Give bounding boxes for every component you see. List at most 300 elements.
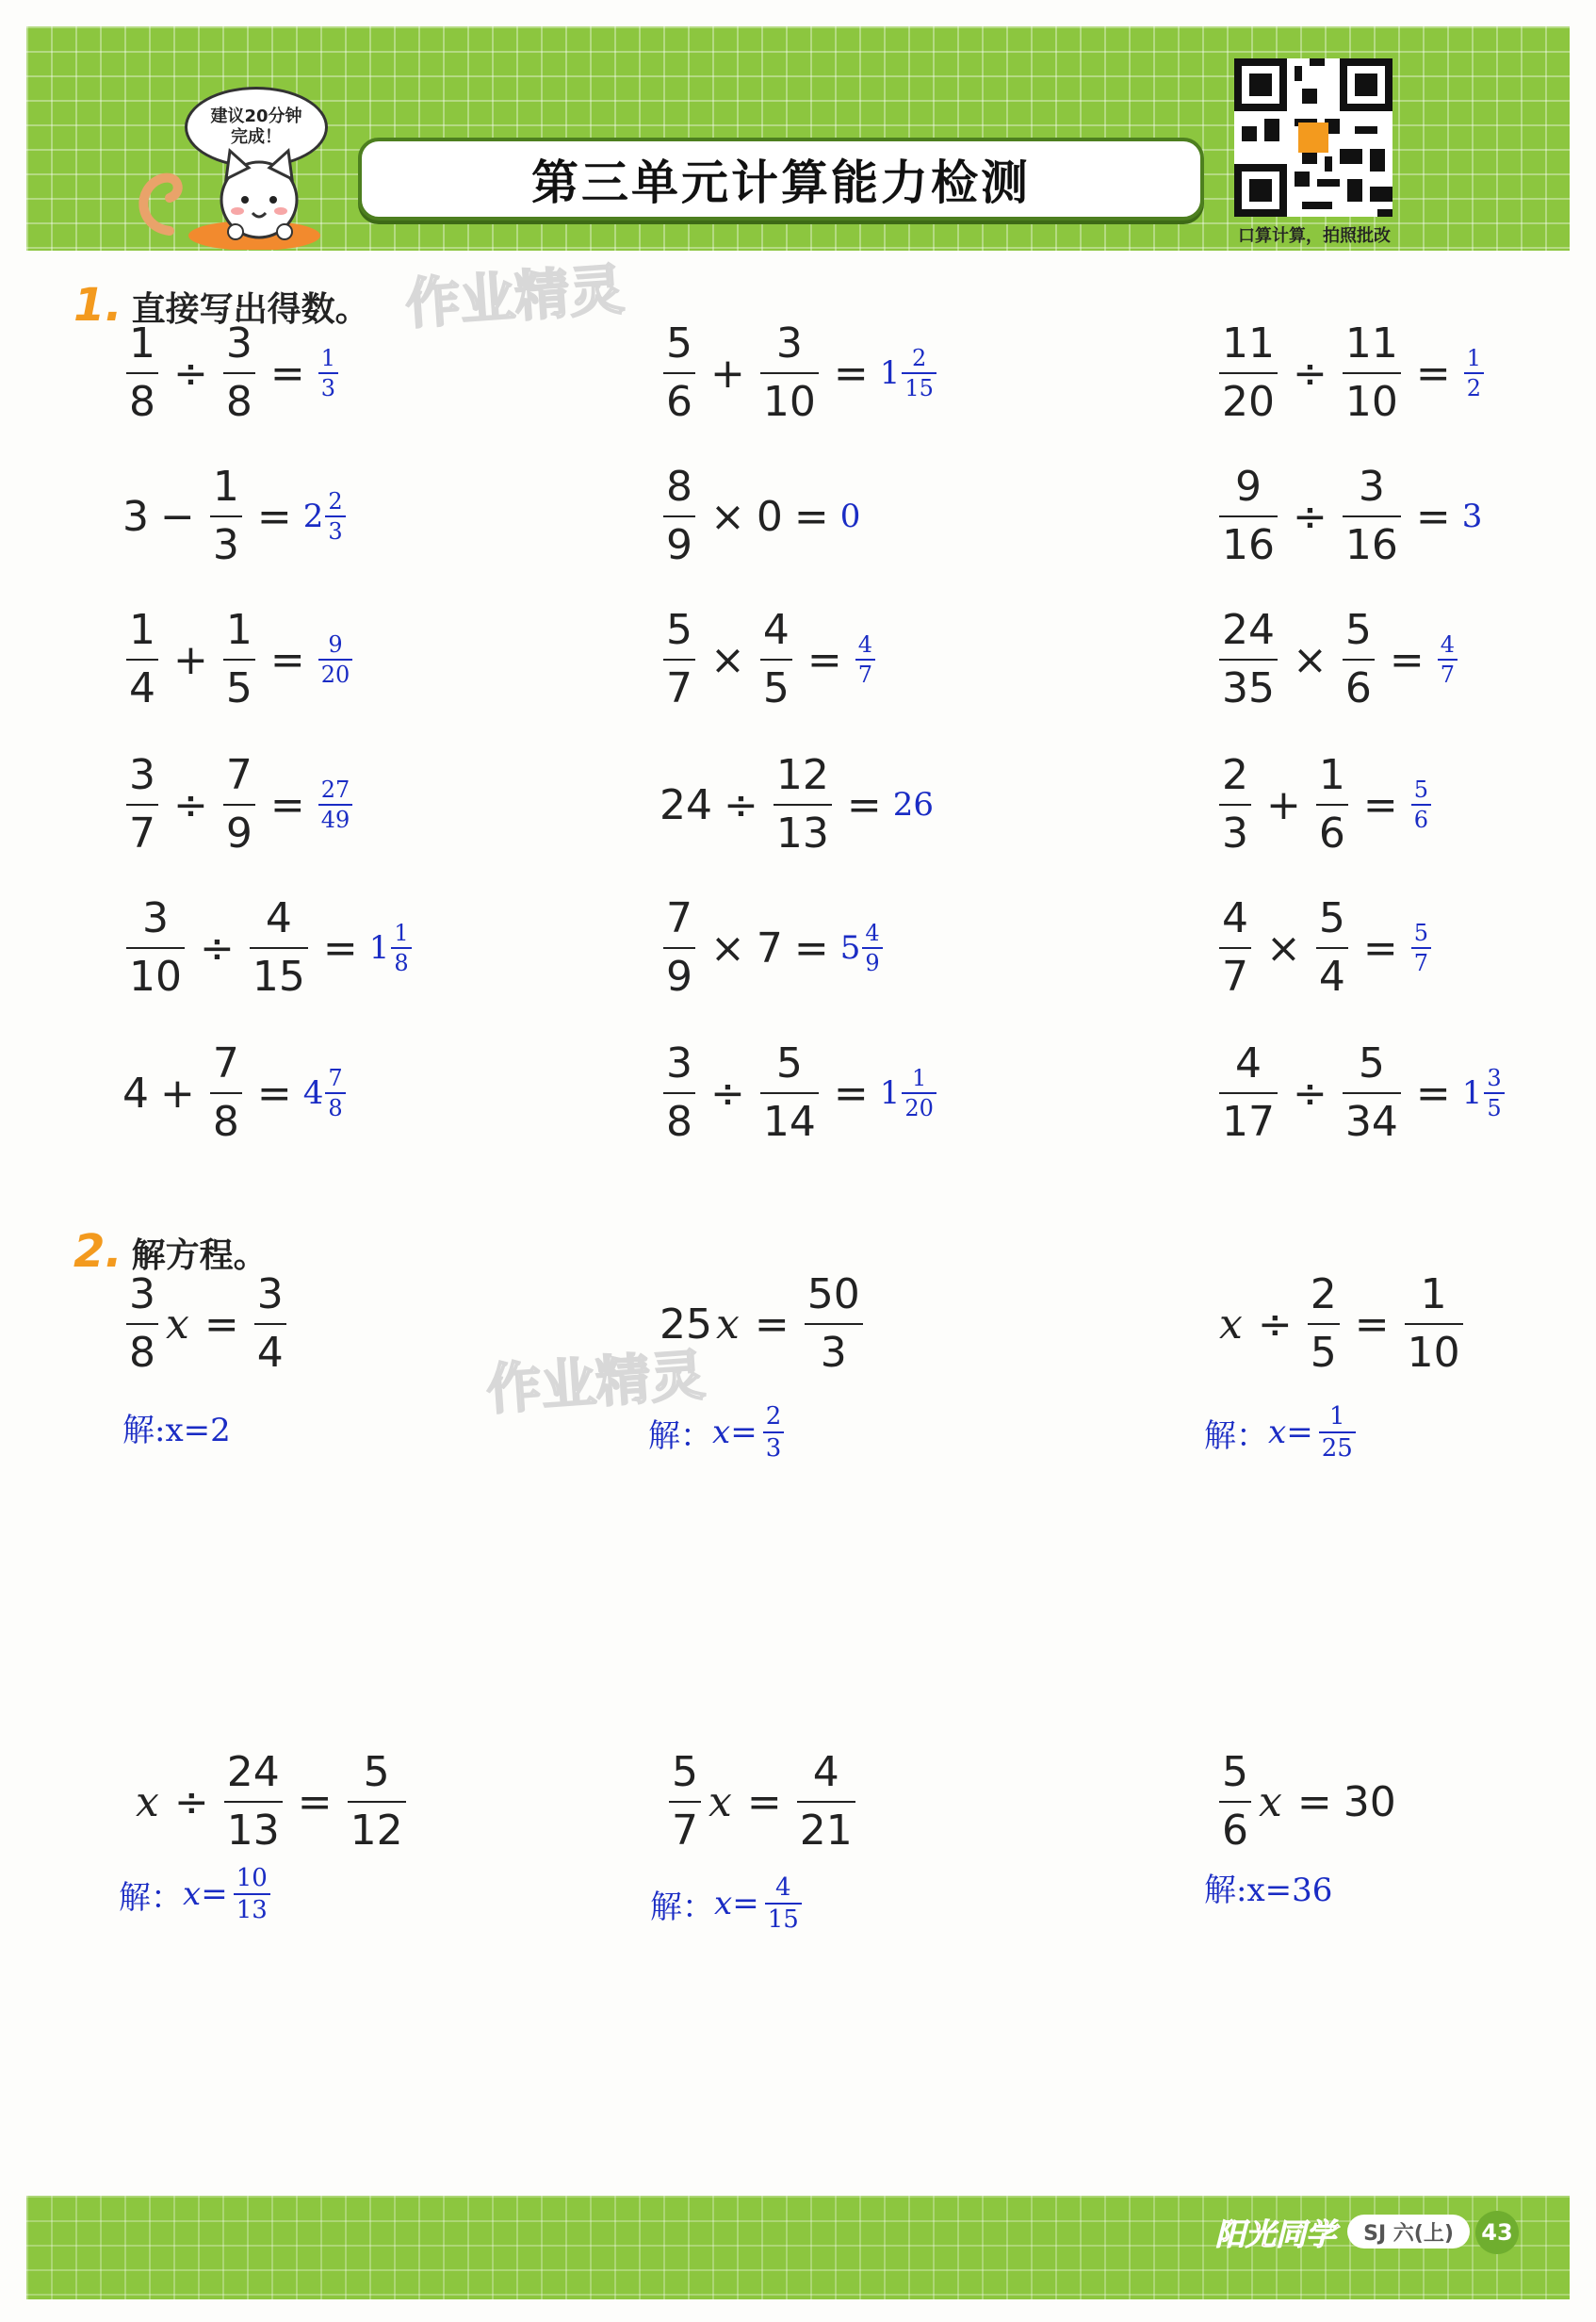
- operator: +: [173, 635, 208, 684]
- operand-b-numerator: 3: [225, 319, 252, 368]
- operand-b-numerator: 1: [212, 463, 239, 511]
- operand-b-bar: [223, 659, 255, 661]
- coefficient-numerator: 5: [1222, 1748, 1248, 1796]
- solution-fraction-denominator: 13: [236, 1896, 268, 1924]
- answer-fraction-denominator: 20: [320, 662, 350, 688]
- operand-a-numerator: 1: [129, 319, 155, 368]
- answer-fraction: [1411, 778, 1431, 831]
- operand-b-denominator: 34: [1344, 1098, 1398, 1146]
- calc-item: [122, 751, 354, 858]
- operand-b-numerator: 4: [762, 606, 790, 654]
- calc-item: [1215, 751, 1433, 858]
- watermark: 作业精灵: [403, 256, 627, 336]
- variable: x: [708, 1777, 732, 1826]
- answer-fraction: [325, 490, 345, 543]
- coefficient: [1219, 1748, 1251, 1855]
- answer: [303, 1067, 348, 1120]
- operand-a-numerator: 4: [1235, 1039, 1262, 1087]
- qr-code-icon[interactable]: [1234, 58, 1392, 217]
- answer: [1462, 498, 1483, 535]
- coefficient: [669, 1748, 701, 1855]
- calc-item: [1215, 894, 1433, 1001]
- solution-fraction-numerator: 10: [236, 1864, 268, 1892]
- right-side: [797, 1748, 855, 1855]
- answer-fraction-bar: [1484, 1092, 1504, 1094]
- watermark-2: 作业精灵: [484, 1342, 708, 1422]
- answer-whole: 26: [892, 786, 935, 824]
- operand-b-denominator: 6: [1344, 664, 1372, 712]
- calc-item: [1215, 463, 1483, 569]
- operand-a-bar: [1219, 659, 1278, 661]
- answer-fraction: [855, 633, 875, 686]
- right-side-numerator: 5: [363, 1748, 390, 1796]
- operand-a: 24: [660, 780, 712, 829]
- equals-sign: =: [1296, 1777, 1332, 1826]
- operand-b-numerator: 5: [1318, 894, 1345, 942]
- answer-fraction-bar: [862, 947, 882, 949]
- qr-caption: 口算计算，拍照批改: [1238, 226, 1391, 246]
- equals-sign: =: [269, 349, 305, 398]
- equals-sign: =: [754, 1300, 790, 1349]
- coefficient-denominator: 8: [129, 1329, 155, 1377]
- operand-b: [1343, 606, 1375, 712]
- answer-whole: 2: [302, 498, 324, 535]
- answer-fraction-denominator: 7: [857, 662, 873, 688]
- operand-b-denominator: 3: [212, 521, 239, 569]
- operand-b: [223, 751, 255, 858]
- solution-variable: x: [183, 1875, 202, 1913]
- answer-fraction-numerator: 1: [320, 345, 336, 371]
- section-2-number: 2.: [73, 1225, 122, 1278]
- operator: ×: [710, 924, 745, 973]
- operator: ×: [1266, 924, 1301, 973]
- solution: [1204, 1864, 1332, 1910]
- operator: ×: [710, 492, 745, 541]
- answer: [369, 922, 414, 974]
- operand-b-bar: [1343, 1092, 1401, 1094]
- equation: [660, 1270, 867, 1377]
- operand-a: [663, 1039, 695, 1146]
- calc-item: [660, 1039, 938, 1146]
- operand-b: [760, 1039, 819, 1146]
- operator: ÷: [724, 780, 758, 829]
- solution-text: 解:x=36: [1204, 1872, 1333, 1909]
- operand-a: [1219, 894, 1251, 1001]
- coefficient-bar: [669, 1801, 701, 1803]
- operand-a-bar: [663, 372, 695, 374]
- answer-fraction-numerator: 7: [328, 1065, 343, 1091]
- operand-b-bar: [210, 1092, 242, 1094]
- answer-fraction: [318, 633, 353, 686]
- equals-sign: =: [746, 1777, 782, 1826]
- solution-text: 解:x=2: [122, 1412, 231, 1449]
- answer-fraction-numerator: 3: [1487, 1065, 1502, 1091]
- equation: [665, 1748, 859, 1855]
- solution-fraction: [763, 1404, 785, 1461]
- operator: ÷: [173, 349, 208, 398]
- solution-prefix: 解：: [648, 1416, 712, 1455]
- operand-a-bar: [126, 372, 158, 374]
- operand-a: [1219, 751, 1251, 858]
- answer-fraction-denominator: 2: [1466, 375, 1482, 401]
- operand-a-numerator: 24: [1222, 606, 1275, 654]
- right-side: [254, 1270, 286, 1377]
- answer: [317, 778, 355, 831]
- section-1-number: 1.: [73, 279, 122, 332]
- operand-b: [250, 894, 308, 1001]
- equals-sign: =: [322, 924, 358, 973]
- operand-a: [663, 606, 695, 712]
- equals-sign: =: [806, 635, 842, 684]
- operand-a: [663, 319, 695, 426]
- answer: [893, 786, 934, 824]
- answer-fraction-denominator: 7: [1413, 950, 1429, 976]
- operand-a-numerator: 3: [666, 1039, 692, 1087]
- operand-a-numerator: 1: [129, 606, 155, 654]
- answer-fraction-denominator: 8: [328, 1095, 343, 1121]
- operand-b: [1343, 1039, 1401, 1146]
- right-side-denominator: 3: [820, 1329, 847, 1377]
- operand-b: [1316, 751, 1348, 858]
- operand-a-numerator: 5: [666, 606, 692, 654]
- solution-fraction-denominator: 15: [767, 1905, 799, 1934]
- page-title: 第三单元计算能力检测: [531, 155, 1031, 210]
- calc-item: [660, 606, 877, 712]
- operand-a-numerator: 3: [129, 751, 155, 799]
- operator: +: [1266, 780, 1301, 829]
- solution-variable: x: [1268, 1414, 1287, 1451]
- answer-fraction-denominator: 20: [904, 1095, 934, 1121]
- calc-item: [122, 1039, 348, 1146]
- answer-whole: 1: [879, 354, 901, 392]
- answer-fraction-denominator: 8: [394, 950, 409, 976]
- answer-fraction-bar: [902, 1092, 936, 1094]
- operand-a-numerator: 2: [1222, 751, 1248, 799]
- operand-b-bar: [760, 1092, 819, 1094]
- equals-sign: =: [1415, 1069, 1451, 1118]
- equals-sign: =: [793, 492, 829, 541]
- page-number: 43: [1475, 2211, 1519, 2254]
- answer-fraction-bar: [902, 372, 936, 374]
- operand-a-denominator: 7: [129, 809, 155, 858]
- operand-a-numerator: 9: [1235, 463, 1262, 511]
- answer-fraction: [862, 922, 882, 974]
- operand-a: [663, 463, 695, 569]
- operand-b-denominator: 8: [225, 378, 252, 426]
- solution-prefix: 解：: [1204, 1416, 1268, 1455]
- operand-a-denominator: 20: [1222, 378, 1275, 426]
- variable: x: [716, 1300, 740, 1349]
- divisor-denominator: 5: [1310, 1329, 1337, 1377]
- operand-b: [1343, 319, 1401, 426]
- operand-a-bar: [126, 659, 158, 661]
- solution-fraction-numerator: 4: [774, 1873, 791, 1902]
- answer: [1409, 778, 1433, 831]
- answer-fraction-bar: [1438, 659, 1458, 661]
- solution: [122, 1404, 231, 1450]
- operand-b-bar: [250, 947, 308, 949]
- answer: [1462, 1067, 1506, 1120]
- operand-a-denominator: 16: [1222, 521, 1275, 569]
- answer: [317, 633, 355, 686]
- operand-b: [223, 319, 255, 426]
- answer-fraction-numerator: 2: [328, 488, 343, 515]
- operand-a-bar: [663, 515, 695, 517]
- answer-fraction-numerator: 4: [1440, 631, 1456, 658]
- operand-a-numerator: 5: [666, 319, 692, 368]
- operand-a: [126, 319, 158, 426]
- operand-a: [663, 894, 695, 1001]
- operand-b-bar: [1316, 804, 1348, 806]
- operand-a: 4: [122, 1069, 149, 1118]
- calc-item: [1215, 1039, 1506, 1146]
- equals-sign: =: [269, 635, 305, 684]
- operand-b-denominator: 6: [1318, 809, 1345, 858]
- answer: [840, 922, 885, 974]
- right-side: 30: [1343, 1777, 1396, 1826]
- operand-a-numerator: 4: [1222, 894, 1248, 942]
- solution-fraction-numerator: 1: [1328, 1402, 1345, 1431]
- solution-prefix: 解：: [650, 1888, 714, 1926]
- calc-item: [660, 894, 885, 1001]
- right-side-numerator: 4: [812, 1748, 839, 1796]
- equals-sign: =: [833, 1069, 869, 1118]
- answer-fraction-bar: [391, 947, 411, 949]
- operand-b-numerator: 3: [1358, 463, 1385, 511]
- calc-item: [660, 751, 935, 858]
- calc-item: [122, 606, 354, 712]
- answer-fraction: [325, 1067, 345, 1120]
- section-1-title: 直接写出得数。: [131, 290, 369, 329]
- variable: x: [136, 1777, 159, 1826]
- coefficient-bar: [1219, 1801, 1251, 1803]
- right-side-bar: [254, 1323, 286, 1325]
- operand-b-numerator: 7: [212, 1039, 239, 1087]
- section-2-title: 解方程。: [131, 1236, 268, 1275]
- answer: [854, 633, 877, 686]
- cat-mascot-icon: [132, 141, 349, 250]
- answer-fraction: [1484, 1067, 1504, 1120]
- operand-a-denominator: 7: [1222, 953, 1248, 1001]
- right-side-denominator: 10: [1407, 1329, 1460, 1377]
- right-side-bar: [348, 1801, 406, 1803]
- operand-b-bar: [1316, 947, 1348, 949]
- variable: x: [166, 1300, 189, 1349]
- answer-whole: 0: [839, 498, 861, 535]
- right-side-denominator: 21: [799, 1807, 853, 1855]
- operand-b-numerator: 3: [775, 319, 803, 368]
- operand-a-denominator: 10: [129, 953, 182, 1001]
- operator: ÷: [173, 1777, 209, 1826]
- answer-whole: 1: [879, 1074, 901, 1112]
- solution: [1204, 1404, 1361, 1461]
- answer: [1409, 922, 1433, 974]
- answer-fraction: [318, 347, 338, 400]
- solution-equals: =: [201, 1875, 228, 1913]
- operand-a-bar: [1219, 372, 1278, 374]
- equals-sign: =: [256, 492, 292, 541]
- divisor-bar: [1308, 1323, 1340, 1325]
- calc-item: [660, 319, 938, 426]
- answer: [880, 347, 938, 400]
- answer-fraction-numerator: 5: [1413, 777, 1429, 803]
- operand-b-numerator: 1: [1318, 751, 1345, 799]
- operand-b-bar: [1343, 659, 1375, 661]
- calc-item: [1215, 319, 1486, 426]
- answer-whole: 1: [368, 929, 390, 967]
- right-side-bar: [797, 1801, 855, 1803]
- coefficient-bar: [126, 1323, 158, 1325]
- footer-banner: [26, 2196, 1570, 2299]
- operand-a: [126, 606, 158, 712]
- right-side: [348, 1748, 406, 1855]
- operand-a-denominator: 3: [1222, 809, 1248, 858]
- operand-b-bar: [1343, 515, 1401, 517]
- operand-b-denominator: 14: [762, 1098, 816, 1146]
- section-1-heading: [73, 279, 369, 332]
- right-side-bar: [805, 1323, 863, 1325]
- operand-b: [760, 606, 792, 712]
- answer-whole: 3: [1461, 498, 1483, 535]
- divisor: [224, 1748, 283, 1855]
- operator: ÷: [1293, 349, 1327, 398]
- answer-fraction-denominator: 49: [320, 807, 350, 833]
- coefficient: [126, 1270, 158, 1377]
- calc-item: [122, 894, 414, 1001]
- solution-fraction-bar: [1319, 1431, 1356, 1433]
- solution-fraction-bar: [765, 1903, 802, 1905]
- answer-fraction-numerator: 4: [857, 631, 873, 658]
- operand-a-bar: [126, 947, 185, 949]
- coefficient-denominator: 7: [672, 1807, 698, 1855]
- operand-a-denominator: 35: [1222, 664, 1275, 712]
- operator: ÷: [1293, 492, 1327, 541]
- operand-b: [1316, 894, 1348, 1001]
- operand-b: [1343, 463, 1401, 569]
- answer-fraction-denominator: 6: [1413, 807, 1429, 833]
- answer-fraction-bar: [318, 372, 338, 374]
- operand-a-bar: [1219, 1092, 1278, 1094]
- operand-a-bar: [663, 947, 695, 949]
- solution: [119, 1866, 276, 1922]
- answer-fraction: [1411, 922, 1431, 974]
- equation: [132, 1748, 410, 1855]
- answer-fraction-numerator: 2: [912, 345, 927, 371]
- equals-sign: =: [833, 349, 869, 398]
- solution-variable: x: [712, 1414, 731, 1451]
- operand-b-bar: [223, 804, 255, 806]
- operand-b-bar: [223, 372, 255, 374]
- solution-equals: =: [1286, 1414, 1313, 1451]
- operand-b-numerator: 5: [1358, 1039, 1385, 1087]
- operator: ÷: [200, 924, 235, 973]
- solution-fraction-bar: [234, 1893, 270, 1895]
- right-side-numerator: 1: [1420, 1270, 1447, 1318]
- solution-fraction: [234, 1866, 270, 1922]
- equals-sign: =: [269, 780, 305, 829]
- right-side-denominator: 12: [350, 1807, 403, 1855]
- operand-a-numerator: 7: [666, 894, 692, 942]
- equals-sign: =: [1354, 1300, 1390, 1349]
- right-side-denominator: 4: [256, 1329, 284, 1377]
- grade-badge: SJ 六(上): [1347, 2215, 1470, 2248]
- equals-sign: =: [1415, 349, 1451, 398]
- equals-sign: =: [1415, 492, 1451, 541]
- operand-b-denominator: 5: [762, 664, 790, 712]
- answer-fraction-bar: [325, 1092, 345, 1094]
- answer: [1462, 347, 1486, 400]
- equals-sign: =: [793, 924, 829, 973]
- operand-b-numerator: 4: [265, 894, 292, 942]
- answer-fraction-numerator: 1: [1466, 345, 1482, 371]
- operand-b-denominator: 16: [1344, 521, 1398, 569]
- answer-fraction-denominator: 5: [1487, 1095, 1502, 1121]
- solution-prefix: 解：: [119, 1878, 183, 1917]
- equation: [1215, 1270, 1467, 1377]
- answer-fraction-numerator: 4: [865, 920, 880, 946]
- bubble-line-1: 建议20分钟: [210, 106, 302, 126]
- answer-fraction-bar: [325, 515, 345, 517]
- operator: ÷: [710, 1069, 745, 1118]
- coefficient: 25: [660, 1300, 712, 1349]
- right-side-numerator: 50: [806, 1270, 860, 1318]
- calc-item: [660, 463, 861, 569]
- answer-fraction-numerator: 5: [1413, 920, 1429, 946]
- equals-sign: =: [1362, 924, 1398, 973]
- answer-whole: 5: [839, 929, 861, 967]
- answer: [1436, 633, 1459, 686]
- answer-fraction: [1438, 633, 1458, 686]
- operand-b: 0: [756, 492, 783, 541]
- operand-b-denominator: 10: [1344, 378, 1398, 426]
- equation: [122, 1270, 290, 1377]
- operand-a-denominator: 4: [129, 664, 155, 712]
- operand-b-numerator: 7: [225, 751, 252, 799]
- operand-a: [1219, 1039, 1278, 1146]
- solution-fraction: [1319, 1404, 1356, 1461]
- calc-item: [122, 319, 340, 426]
- operand-b: [210, 463, 242, 569]
- answer: [317, 347, 340, 400]
- operand-b-bar: [760, 659, 792, 661]
- section-2-heading: [73, 1225, 268, 1278]
- answer-fraction-bar: [318, 804, 353, 806]
- coefficient-numerator: 5: [672, 1748, 698, 1796]
- solution-fraction-denominator: 25: [1321, 1434, 1353, 1463]
- equals-sign: =: [1362, 780, 1398, 829]
- solution-equals: =: [732, 1885, 759, 1922]
- divisor-numerator: 24: [226, 1748, 280, 1796]
- divisor-bar: [224, 1801, 283, 1803]
- operand-a: [126, 894, 185, 1001]
- equals-sign: =: [1389, 635, 1425, 684]
- operand-b-bar: [760, 372, 819, 374]
- operand-b-denominator: 15: [252, 953, 305, 1001]
- answer: [880, 1067, 938, 1120]
- answer-fraction-denominator: 3: [320, 375, 336, 401]
- operand-a-denominator: 9: [666, 521, 692, 569]
- operand-a-bar: [663, 1092, 695, 1094]
- brand-logo: 阳光同学: [1215, 2216, 1337, 2252]
- answer-whole: 4: [302, 1074, 324, 1112]
- divisor-numerator: 2: [1310, 1270, 1337, 1318]
- operand-a-denominator: 8: [129, 378, 155, 426]
- title-box: [358, 138, 1204, 221]
- calc-item: [1215, 606, 1459, 712]
- bubble-line-2: 完成！: [231, 127, 282, 147]
- operand-b-denominator: 10: [762, 378, 816, 426]
- operand-a: [1219, 606, 1278, 712]
